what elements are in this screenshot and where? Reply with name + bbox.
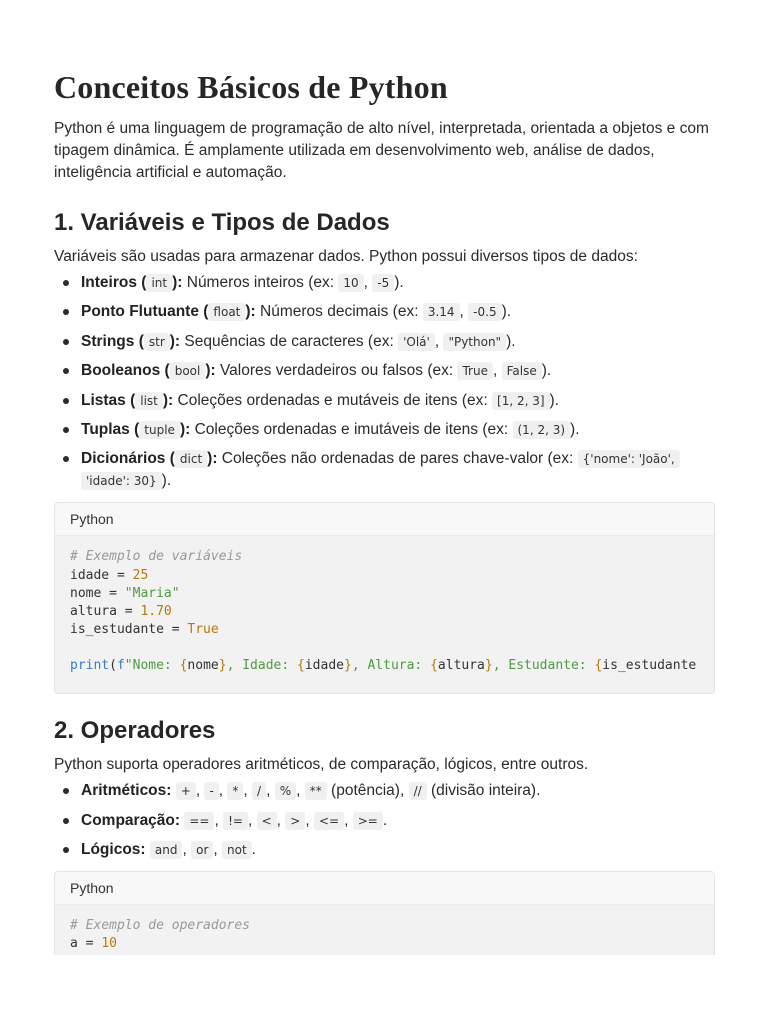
inline-code: % <box>275 782 296 800</box>
data-types-list <box>54 272 715 492</box>
list-item: Ponto Flutuante ( float ): Números decimais (ex: 3.14 , -0.5 ). <box>54 301 715 323</box>
inline-code: ** <box>305 782 327 800</box>
list-item: Lógicos: and , or , not . <box>54 839 715 861</box>
inline-code: -0.5 <box>468 303 501 321</box>
list-item: Dicionários ( dict ): Coleções não ordenadas de pares chave-valor (ex: {'nome': 'João', 'idade': 30} ). <box>54 448 715 492</box>
inline-code: "Python" <box>443 333 506 351</box>
inline-code: >= <box>353 812 383 830</box>
inline-code: 10 <box>338 274 363 292</box>
list-item: Tuplas ( tuple ): Coleções ordenadas e imutáveis de itens (ex: (1, 2, 3) ). <box>54 419 715 441</box>
page-title: Conceitos Básicos de Python <box>54 69 448 105</box>
inline-code: float <box>208 303 245 321</box>
list-item: Booleanos ( bool ): Valores verdadeiros ou falsos (ex: True , False ). <box>54 360 715 382</box>
item-label: Inteiros ( int ): <box>81 274 183 291</box>
item-label: Tuplas ( tuple ): <box>81 420 191 438</box>
operators-list <box>54 780 715 861</box>
item-label: Listas ( list ): <box>81 391 174 409</box>
inline-code: 'idade': 30} <box>81 472 162 490</box>
inline-code: {'nome': 'João', <box>578 450 680 468</box>
item-label: Comparação: <box>81 811 181 829</box>
section-lead-variables: Variáveis são usadas para armazenar dados. Python possui diversos tipos de dados: <box>54 248 638 265</box>
document-page <box>54 0 715 955</box>
item-label: Strings ( str ): <box>81 332 181 350</box>
inline-code: or <box>191 841 213 859</box>
item-label: Booleanos ( bool ): <box>81 362 216 380</box>
code-comment: # Exemplo de variáveis <box>70 549 243 565</box>
list-item: Listas ( list ): Coleções ordenadas e mutáveis de itens (ex: [1, 2, 3] ). <box>54 390 715 412</box>
inline-code: 3.14 <box>423 303 460 321</box>
inline-code: // <box>409 782 427 800</box>
item-label: Lógicos: <box>81 841 146 859</box>
inline-code: True <box>457 362 493 380</box>
code-language-label: Python <box>55 503 714 536</box>
inline-code: - <box>204 782 218 800</box>
item-label: Aritméticos: <box>81 782 172 800</box>
inline-code: / <box>252 782 266 800</box>
code-block-variables <box>54 502 715 694</box>
list-item: Aritméticos: + , - , * , / , % , ** (potência), // (divisão inteira). <box>54 780 715 802</box>
code-language-label: Python <box>55 872 714 905</box>
inline-code: list <box>135 392 163 410</box>
code-body: # Exemplo de operadores a = 10 <box>55 905 714 955</box>
inline-code: [1, 2, 3] <box>492 392 550 410</box>
inline-code: -5 <box>372 274 394 292</box>
inline-code: * <box>227 782 243 800</box>
inline-code: dict <box>175 450 207 468</box>
inline-code: tuple <box>139 421 180 439</box>
list-item: Strings ( str ): Sequências de caracteres (ex: 'Olá' , "Python" ). <box>54 331 715 353</box>
inline-code: 'Olá' <box>398 333 435 351</box>
section-heading-operators: 2. Operadores <box>54 717 216 745</box>
section-lead-operators: Python suporta operadores aritméticos, de comparação, lógicos, entre outros. <box>54 756 589 774</box>
inline-code: False <box>502 362 542 380</box>
inline-code: str <box>144 333 170 351</box>
item-label: Dicionários ( dict ): <box>81 450 218 468</box>
inline-code: != <box>223 812 248 830</box>
code-comment: # Exemplo de operadores <box>70 918 251 934</box>
code-block-operators <box>54 871 715 955</box>
inline-code: + <box>176 782 196 800</box>
section-heading-variables: 1. Variáveis e Tipos de Dados <box>54 209 390 236</box>
inline-code: <= <box>314 812 344 830</box>
inline-code: < <box>257 812 277 830</box>
inline-code: bool <box>170 362 206 380</box>
list-item: Inteiros ( int ): Números inteiros (ex: 10 , -5 ). <box>54 272 715 294</box>
list-item: Comparação: == , != , < , > , <= , >= . <box>54 810 715 832</box>
inline-code: (1, 2, 3) <box>513 421 571 439</box>
intro-paragraph: Python é uma linguagem de programação de alto nível, interpretada, orientada a objetos e com tipagem dinâmica. É amplamente utilizada em desenvolvimento web, análise de dados, inteligência artificial e automação. <box>54 120 709 181</box>
inline-code: not <box>222 841 252 859</box>
code-body: # Exemplo de variáveis idade = 25 nome = "Maria" altura = 1.70 is_estudante = True print(f"Nome: {nome}, Idade: {idade}, Altura: {altura}, Estudante: {is_estudante <box>55 536 714 687</box>
inline-code: == <box>184 812 214 830</box>
inline-code: int <box>146 274 172 292</box>
inline-code: and <box>150 841 183 859</box>
item-label: Ponto Flutuante ( float ): <box>81 303 256 321</box>
inline-code: > <box>285 812 305 830</box>
